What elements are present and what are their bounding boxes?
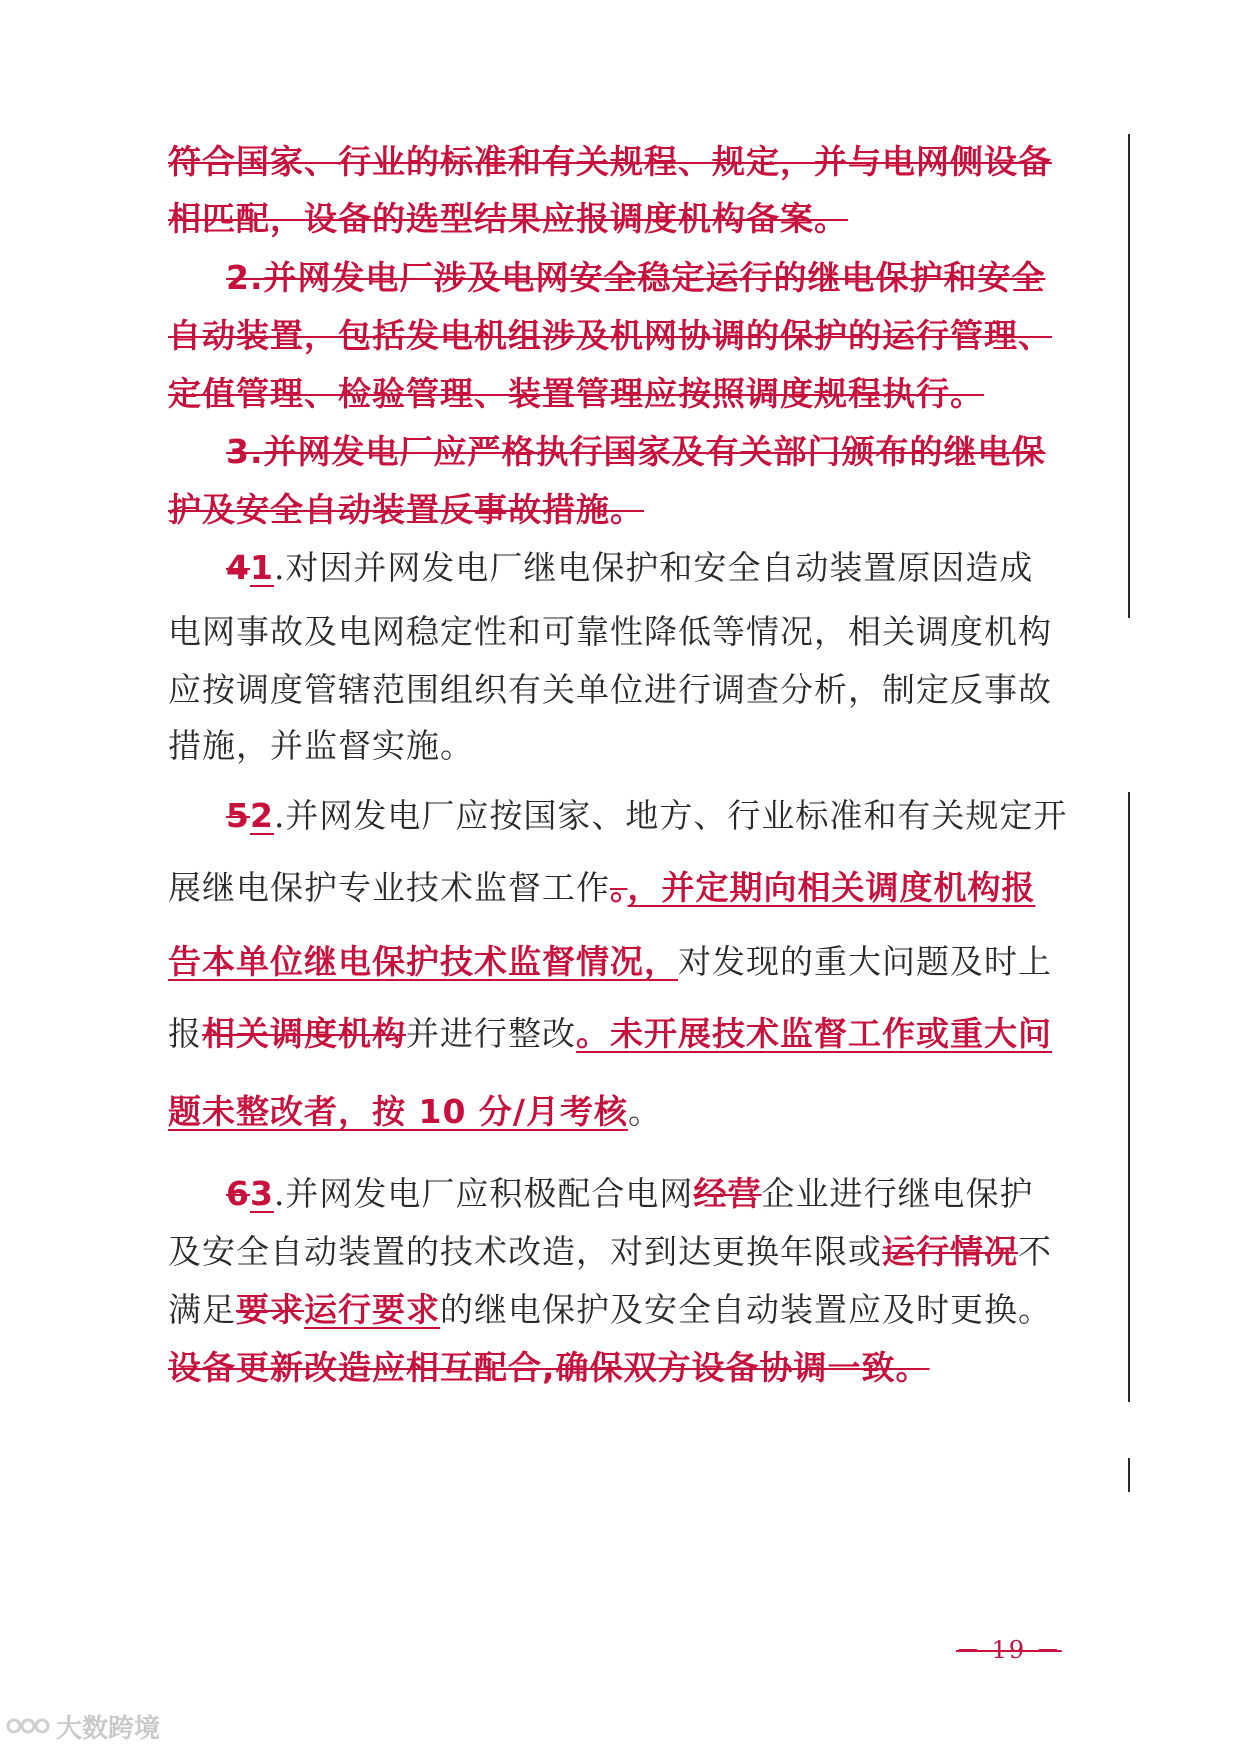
text-line [168,940,1240,984]
deleted-text: 设备更新改造应相互配合,确保双方设备协调一致。 [168,1348,930,1387]
text-line [226,256,1240,300]
text-run: 报 [168,1014,202,1053]
text-line [168,866,1240,910]
deleted-text: 5 [226,796,250,835]
text-run: 对发现的重大问题及时上 [678,942,1052,981]
text-run: 电网事故及电网稳定性和可靠性降低等情况，相关调度机构 [168,612,1052,651]
deleted-text: 护及安全自动装置反事故措施。 [168,490,644,529]
text-line [168,372,1240,416]
text-line [168,1346,1240,1390]
text-line [168,1012,1240,1056]
text-run: 应按调度管辖范围组织有关单位进行调查分析，制定反事故 [168,670,1052,709]
inserted-text: ，并定期向相关调度机构报 [627,868,1036,907]
text-run: 满足 [168,1290,236,1329]
deleted-text: 2.并网发电厂涉及电网安全稳定运行的继电保护和安全 [226,258,1046,297]
inserted-text: 2 [249,796,274,835]
inserted-text: 题未整改者，按 10 分/月考核 [168,1092,628,1131]
text-line [168,197,1240,241]
text-line [168,1230,1240,1274]
change-bar [1128,792,1130,1402]
text-run: 不 [1018,1232,1052,1271]
inserted-text: 运行要求 [304,1290,440,1329]
deleted-text: 3.并网发电厂应严格执行国家及有关部门颁布的继电保 [226,432,1046,471]
deleted-text: 经营 [693,1174,762,1213]
inserted-text: 3 [249,1174,274,1213]
page-number: － 19 － [956,1636,1062,1664]
text-line [168,140,1240,184]
text-run: .对因并网发电厂继电保护和安全自动装置原因造成 [273,548,1034,587]
text-run: 展继电保护专业技术监督工作 [168,868,610,907]
text-line [168,314,1240,358]
text-line [168,610,1240,654]
change-bar [1128,134,1130,618]
deleted-text: 相匹配，设备的选型结果应报调度机构备案。 [168,199,848,238]
text-run: 及安全自动装置的技术改造，对到达更换年限或 [168,1232,882,1271]
inserted-text: 。未开展技术监督工作或重大问 [576,1014,1052,1053]
deleted-text: 相关调度机构 [202,1014,406,1053]
text-run: 。 [627,1092,662,1131]
watermark-text: 大数跨境 [56,1713,161,1744]
text-line [226,1172,1240,1216]
text-line [168,1090,1240,1134]
deleted-text: 要求 [236,1290,304,1329]
text-line [226,430,1240,474]
text-line [168,668,1240,712]
deleted-text: 符合国家、行业的标准和有关规程、规定，并与电网侧设备 [168,142,1052,181]
deleted-text: 。 [610,868,628,907]
deleted-text: 自动装置，包括发电机组涉及机网协调的保护的运行管理、 [168,316,1052,355]
deleted-text: 运行情况 [882,1232,1018,1271]
text-line [168,1288,1240,1332]
text-line [226,546,1240,590]
inserted-text: 告本单位继电保护技术监督情况， [168,942,678,981]
text-line [168,724,1240,768]
inserted-text: 1 [249,548,274,587]
text-run: .并网发电厂应积极配合电网 [273,1174,694,1213]
text-run: 并进行整改 [406,1014,576,1053]
deleted-text: 定值管理、检验管理、装置管理应按照调度规程执行。 [168,374,984,413]
deleted-text: 4 [226,548,250,587]
text-line [226,794,1240,838]
change-bar [1128,1458,1130,1492]
watermark-logo-icon [6,1711,50,1741]
text-run: 措施，并监督实施。 [168,726,474,765]
text-run: 的继电保护及安全自动装置应及时更换。 [440,1290,1052,1329]
deleted-text: 6 [226,1174,250,1213]
text-run: 企业进行继电保护 [761,1174,1034,1213]
watermark [6,1708,160,1744]
text-run: .并网发电厂应按国家、地方、行业标准和有关规定开 [273,796,1068,835]
text-line [168,488,1240,532]
